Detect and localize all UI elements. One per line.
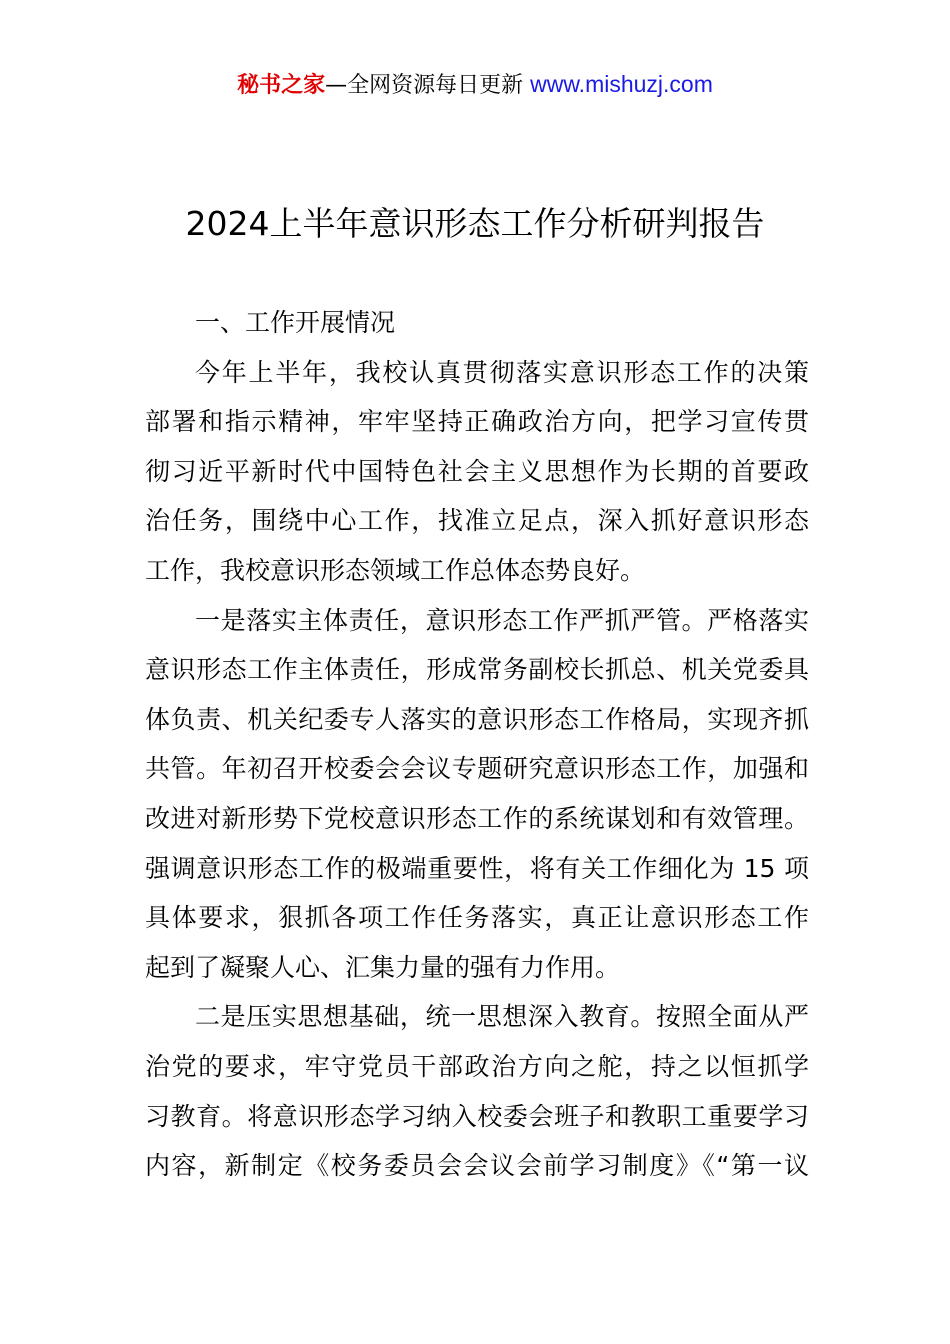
site-slogan: —全网资源每日更新 (325, 73, 531, 98)
body-line: 治党的要求，牢守党员干部政治方向之舵，持之以恒抓学 (145, 1051, 809, 1081)
body-line: 强调意识形态工作的极端重要性，将有关工作细化为 15 项 (145, 853, 809, 883)
body-line: 体负责、机关纪委专人落实的意识形态工作格局，实现齐抓 (145, 704, 809, 734)
body-line: 治任务，围绕中心工作，找准立足点，深入抓好意识形态 (145, 506, 809, 536)
site-brand: 秘书之家 (237, 73, 326, 98)
body-line: 具体要求，狠抓各项工作任务落实，真正让意识形态工作 (145, 903, 809, 933)
body-line: 起到了凝聚人心、汇集力量的强有力作用。 (145, 952, 621, 982)
body-line: 工作，我校意识形态领域工作总体态势良好。 (145, 555, 646, 585)
body-line: 内容，新制定《校务委员会会议会前学习制度》《“第一议 (145, 1151, 809, 1181)
body-line: 意识形态工作主体责任，形成常务副校长抓总、机关党委具 (145, 655, 809, 685)
site-url-link[interactable]: www.mishuzj.com (530, 71, 713, 97)
body-line: 改进对新形势下党校意识形态工作的系统谋划和有效管理。 (145, 803, 809, 833)
body-line: 今年上半年，我校认真贯彻落实意识形态工作的决策 (195, 357, 809, 387)
body-line: 习教育。将意识形态学习纳入校委会班子和教职工重要学习 (145, 1101, 809, 1131)
section-heading: 一、工作开展情况 (195, 308, 396, 337)
site-header (0, 66, 950, 104)
body-line: 共管。年初召开校委会会议专题研究意识形态工作，加强和 (145, 754, 809, 784)
document-title: 2024上半年意识形态工作分析研判报告 (185, 204, 765, 243)
document-body (145, 298, 809, 1191)
body-line: 一是落实主体责任，意识形态工作严抓严管。严格落实 (195, 605, 809, 635)
body-line: 彻习近平新时代中国特色社会主义思想作为长期的首要政 (145, 456, 809, 486)
body-line: 二是压实思想基础，统一思想深入教育。按照全面从严 (195, 1002, 809, 1032)
body-line: 部署和指示精神，牢牢坚持正确政治方向，把学习宣传贯 (145, 407, 809, 437)
